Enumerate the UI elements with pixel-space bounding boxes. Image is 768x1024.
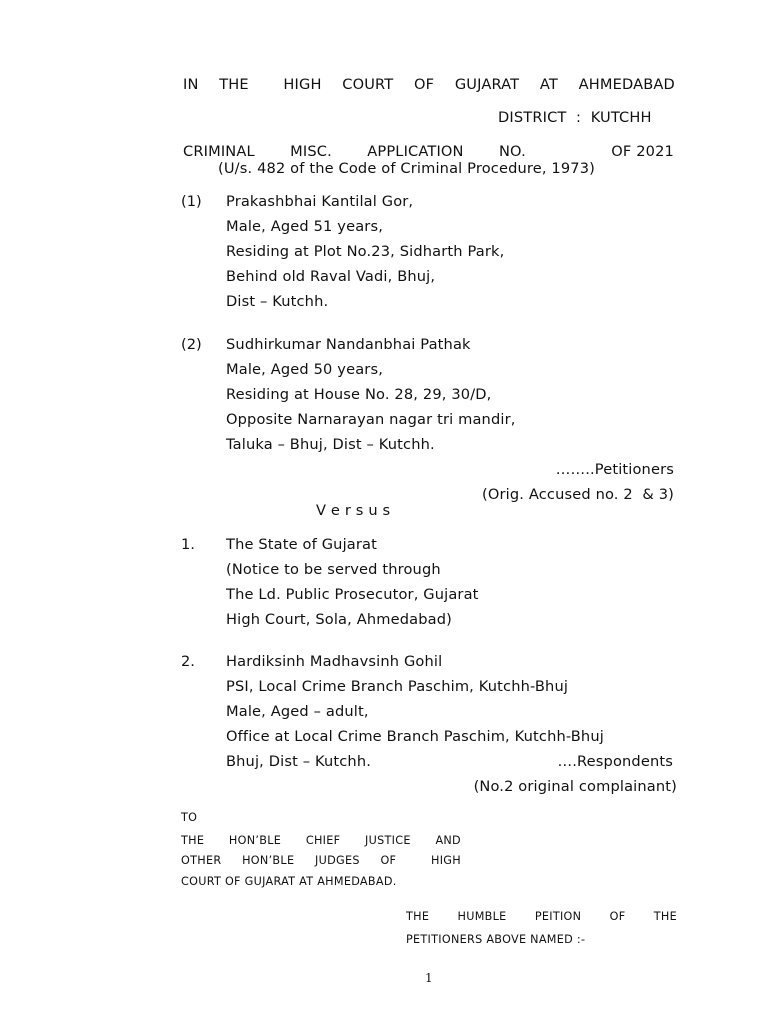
- page-number: 1: [425, 971, 433, 985]
- petitioner-line: Behind old Raval Vadi, Bhuj,: [226, 268, 436, 285]
- petitioner-line: Taluka – Bhuj, Dist – Kutchh.: [226, 436, 435, 453]
- respondents-note: (No.2 original complainant): [473, 778, 677, 795]
- petition-word: PEITION: [534, 910, 582, 923]
- petition-opening-line: PETITIONERS ABOVE NAMED :-: [406, 933, 586, 946]
- address-word: CHIEF: [305, 834, 341, 847]
- petitioner-line: Sudhirkumar Nandanbhai Pathak: [226, 336, 471, 353]
- respondent-line: PSI, Local Crime Branch Paschim, Kutchh-Bhuj: [226, 678, 569, 695]
- address-word: HON’BLE: [242, 854, 295, 867]
- respondent-line: The State of Gujarat: [226, 536, 377, 553]
- application-word: APPLICATION: [367, 143, 464, 160]
- section-line: (U/s. 482 of the Code of Criminal Procedure, 1973): [218, 160, 596, 177]
- application-word: MISC.: [290, 143, 332, 160]
- address-line: COURT OF GUJARAT AT AHMEDABAD.: [181, 875, 397, 888]
- petitioner-line: Male, Aged 51 years,: [226, 218, 383, 235]
- court-title-word: AHMEDABAD: [578, 76, 675, 93]
- address-line: [181, 854, 461, 867]
- court-title: [183, 76, 675, 93]
- petition-word: HUMBLE: [457, 910, 507, 923]
- petitioner-line: Male, Aged 50 years,: [226, 361, 383, 378]
- application-word: NO.: [498, 143, 526, 160]
- court-title-word: IN: [183, 76, 199, 93]
- address-to: TO: [181, 811, 198, 824]
- application-word: CRIMINAL: [183, 143, 255, 160]
- petitioner-number: (2): [181, 336, 202, 353]
- application-number-line: [183, 143, 674, 160]
- address-word: HON’BLE: [228, 834, 282, 847]
- petitioners-note: (Orig. Accused no. 2 & 3): [482, 486, 674, 503]
- petitioners-label: ……..Petitioners: [555, 461, 674, 478]
- court-title-word: OF: [414, 76, 435, 93]
- petitioner-number: (1): [181, 193, 202, 210]
- respondent-line: (Notice to be served through: [226, 561, 441, 578]
- application-word: OF 2021: [611, 143, 674, 160]
- court-title-word: AT: [539, 76, 558, 93]
- court-title-word: GUJARAT: [454, 76, 520, 93]
- petition-opening: [406, 910, 677, 923]
- address-word: HIGH: [430, 854, 461, 867]
- address-word: OTHER: [181, 854, 222, 867]
- petition-word: THE: [406, 910, 430, 923]
- petitioner-line: Residing at Plot No.23, Sidharth Park,: [226, 243, 505, 260]
- respondent-line: High Court, Sola, Ahmedabad): [226, 611, 453, 628]
- petitioner-line: Residing at House No. 28, 29, 30/D,: [226, 386, 492, 403]
- address-word: OF: [380, 854, 397, 867]
- district-line: DISTRICT : KUTCHH: [498, 109, 652, 126]
- court-title-word: HIGH: [283, 76, 322, 93]
- court-title-word: COURT: [342, 76, 394, 93]
- respondent-line: Male, Aged – adult,: [226, 703, 369, 720]
- respondent-line: Bhuj, Dist – Kutchh.: [226, 753, 372, 770]
- petitioner-line: Prakashbhai Kantilal Gor,: [226, 193, 414, 210]
- petitioner-line: Opposite Narnarayan nagar tri mandir,: [226, 411, 516, 428]
- petitioner-line: Dist – Kutchh.: [226, 293, 329, 310]
- respondent-line: The Ld. Public Prosecutor, Gujarat: [226, 586, 479, 603]
- respondent-line: Office at Local Crime Branch Paschim, Kutchh-Bhuj: [226, 728, 604, 745]
- respondent-number: 1.: [181, 536, 195, 553]
- address-line: [181, 834, 461, 847]
- petition-word: OF: [609, 910, 626, 923]
- address-word: JUSTICE: [365, 834, 411, 847]
- address-word: AND: [435, 834, 461, 847]
- respondents-label: ….Respondents: [557, 753, 673, 770]
- respondent-line: Hardiksinh Madhavsinh Gohil: [226, 653, 443, 670]
- respondent-number: 2.: [181, 653, 195, 670]
- address-word: JUDGES: [315, 854, 360, 867]
- court-title-word: THE: [219, 76, 249, 93]
- address-word: THE: [181, 834, 205, 847]
- versus-heading: V e r s u s: [316, 502, 391, 519]
- petition-word: THE: [653, 910, 677, 923]
